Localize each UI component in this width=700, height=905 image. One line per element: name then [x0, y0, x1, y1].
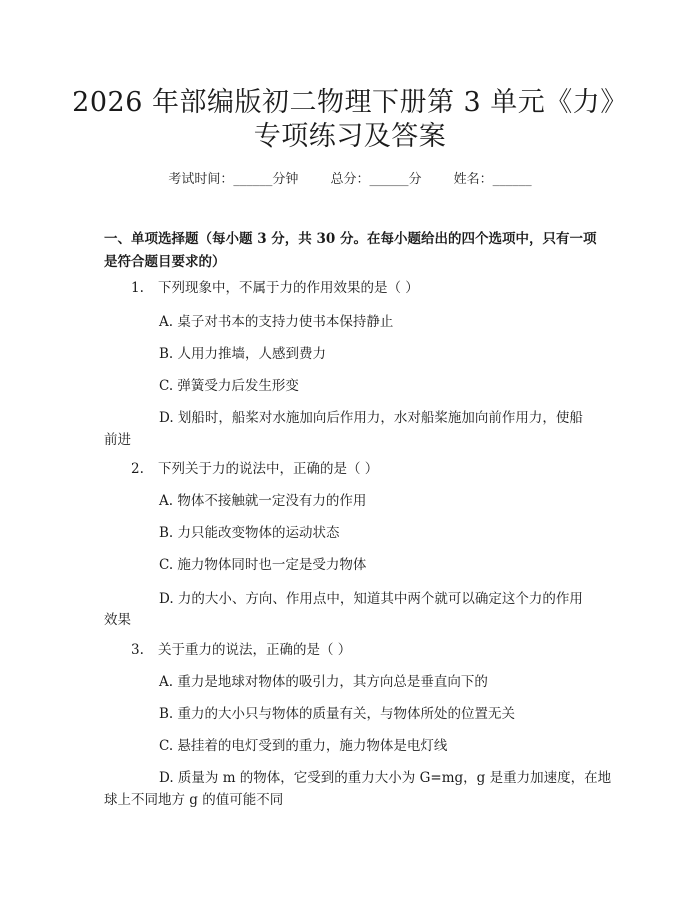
question-number: 1. — [131, 280, 144, 296]
question-number: 2. — [131, 461, 144, 477]
question-1-stem — [131, 277, 419, 299]
exam-time-field: 考试时间：______分钟 — [168, 172, 299, 187]
question-2-option-d-continued: 效果 — [104, 612, 131, 628]
page-title-line-2: 专项练习及答案 — [253, 121, 447, 152]
question-text: 关于重力的说法，正确的是（ ） — [158, 642, 352, 658]
question-number: 3. — [131, 642, 144, 658]
section-heading-line-2: 是符合题目要求的） — [104, 254, 226, 270]
question-1-option-b: B. 人用力推墙，人感到费力 — [159, 346, 327, 362]
exam-meta — [0, 168, 700, 187]
question-2-option-a: A. 物体不接触就一定没有力的作用 — [159, 493, 367, 509]
question-3-option-a: A. 重力是地球对物体的吸引力，其方向总是垂直向下的 — [159, 674, 488, 690]
question-2-option-d: D. 力的大小、方向、作用点中，知道其中两个就可以确定这个力的作用 — [159, 591, 583, 607]
section-heading-line-1: 一、单项选择题（每小题 3 分，共 30 分。在每小题给出的四个选项中，只有一项 — [104, 231, 597, 247]
question-3-option-d: D. 质量为 m 的物体，它受到的重力大小为 G=mg，g 是重力加速度，在地 — [159, 770, 612, 786]
question-2-stem — [131, 458, 378, 480]
section-heading — [104, 228, 604, 274]
question-3-option-d-continued: 球上不同地方 g 的值可能不同 — [104, 792, 284, 808]
question-2-option-b: B. 力只能改变物体的运动状态 — [159, 525, 340, 541]
question-1-option-d: D. 划船时，船桨对水施加向后作用力，水对船桨施加向前作用力，使船 — [159, 410, 583, 426]
question-3-option-b: B. 重力的大小只与物体的质量有关，与物体所处的位置无关 — [159, 706, 516, 722]
exam-score-field: 总分：______分 — [330, 172, 422, 187]
question-3-option-c: C. 悬挂着的电灯受到的重力，施力物体是电灯线 — [159, 738, 448, 754]
question-1-option-a: A. 桌子对书本的支持力使书本保持静止 — [159, 314, 394, 330]
page-title-line-1: 2026 年部编版初二物理下册第 3 单元《力》 — [72, 87, 628, 118]
question-1-option-d-continued: 前进 — [104, 432, 131, 448]
question-2-option-c: C. 施力物体同时也一定是受力物体 — [159, 557, 367, 573]
student-name-field: 姓名：______ — [453, 172, 532, 187]
question-1-option-c: C. 弹簧受力后发生形变 — [159, 378, 299, 394]
question-text: 下列现象中，不属于力的作用效果的是（ ） — [158, 280, 419, 296]
question-3-stem — [131, 639, 351, 661]
question-text: 下列关于力的说法中，正确的是（ ） — [158, 461, 379, 477]
